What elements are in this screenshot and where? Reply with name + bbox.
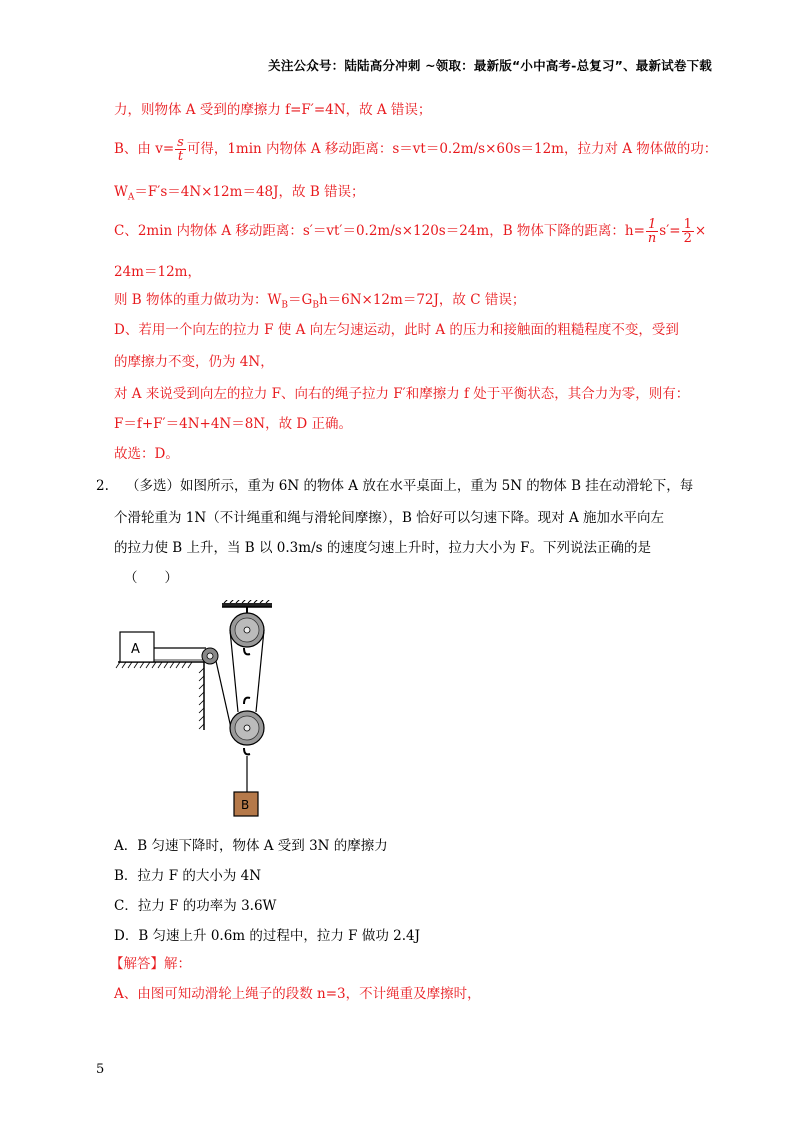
solution-line-10: F＝f+F′＝4N+4N＝8N，故 D 正确。 [114, 416, 353, 432]
solution-line-6: 则 B 物体的重力做功为：$W_B=G_Bh=6N\times 12m=72J$，故 C 错误； [114, 292, 526, 311]
solution-line-11: 故选：D。 [114, 446, 179, 462]
block-b-label: B [241, 798, 250, 812]
solution-line-7: D、若用一个向左的拉力 F 使 A 向左匀速运动，此时 A 的压力和接触面的粗糙程度不变，受到 [114, 322, 679, 338]
fraction-s-over-t: $\frac{s}{t}$ [177, 135, 184, 164]
solution-line-3: $W_A=F's=4N\times 12m=48J$，故 B 错误； [114, 184, 365, 203]
fraction-1-over-n: $\frac{1}{n}$ [647, 217, 657, 246]
answer-heading: 【解答】解： [110, 956, 191, 972]
fixed-pulley [230, 607, 264, 654]
solution-line-2: B、由 v= $\frac{s}{t}$ 可得，1min 内物体 A 移动距离：s＝vt＝0.2m/s×60s＝12m，拉力对 A 物体做的功： [114, 135, 718, 164]
option-b: B．拉力 F 的大小为 4N [114, 868, 262, 884]
page-number: 5 [96, 1062, 105, 1077]
question-line-2: 个滑轮重为 1N（不计绳重和绳与滑轮间摩擦），B 恰好可以匀速下降。现对 A 施加水平向左 [114, 510, 664, 526]
fraction-1-over-2: $\frac{1}{2}$ [683, 217, 692, 246]
solution-line-9: 对 A 来说受到向左的拉力 F、向右的绳子拉力 F′和摩擦力 f 处于平衡状态，其合力为零，则有： [114, 386, 690, 402]
solution-line-1: 力，则物体 A 受到的摩擦力 f=F′=4N，故 A 错误； [114, 102, 432, 118]
question-line-4: （ ） [124, 570, 178, 586]
movable-pulley [230, 698, 264, 755]
answer-line-1: A、由图可知动滑轮上绳子的段数 n=3，不计绳重及摩擦时， [114, 986, 481, 1002]
ceiling-support [222, 600, 272, 607]
page-header: 关注公众号：陆陆高分冲刺 ~领取：最新版“小中高考-总复习”、最新试卷下载 [268, 58, 712, 73]
block-a-label: A [131, 642, 140, 657]
question-line-1: （多选）如图所示，重为 6N 的物体 A 放在水平桌面上，重为 5N 的物体 B 挂在动滑轮下，每 [126, 478, 694, 494]
solution-line-5: 24m＝12m， [114, 264, 201, 280]
solution-line-8: 的摩擦力不变，仍为 4N， [114, 354, 274, 370]
question-number: 2. [96, 478, 109, 494]
option-d: D．B 匀速上升 0.6m 的过程中，拉力 F 做功 2.4J [114, 928, 421, 944]
table [116, 662, 204, 730]
question-line-3: 的拉力使 B 上升，当 B 以 0.3m/s 的速度匀速上升时，拉力大小为 F。下列说法正确的是 [114, 540, 651, 556]
option-c: C．拉力 F 的功率为 3.6W [114, 898, 277, 914]
solution-line-4: C、2min 内物体 A 移动距离：s′＝vt′＝0.2m/s×120s＝24m，B 物体下降的距离：h= $\frac{1}{n}$ s′= $\frac{1}{2}$ × [114, 217, 707, 246]
option-a: A．B 匀速下降时，物体 A 受到 3N 的摩擦力 [114, 838, 388, 854]
pulley-figure [110, 600, 280, 820]
